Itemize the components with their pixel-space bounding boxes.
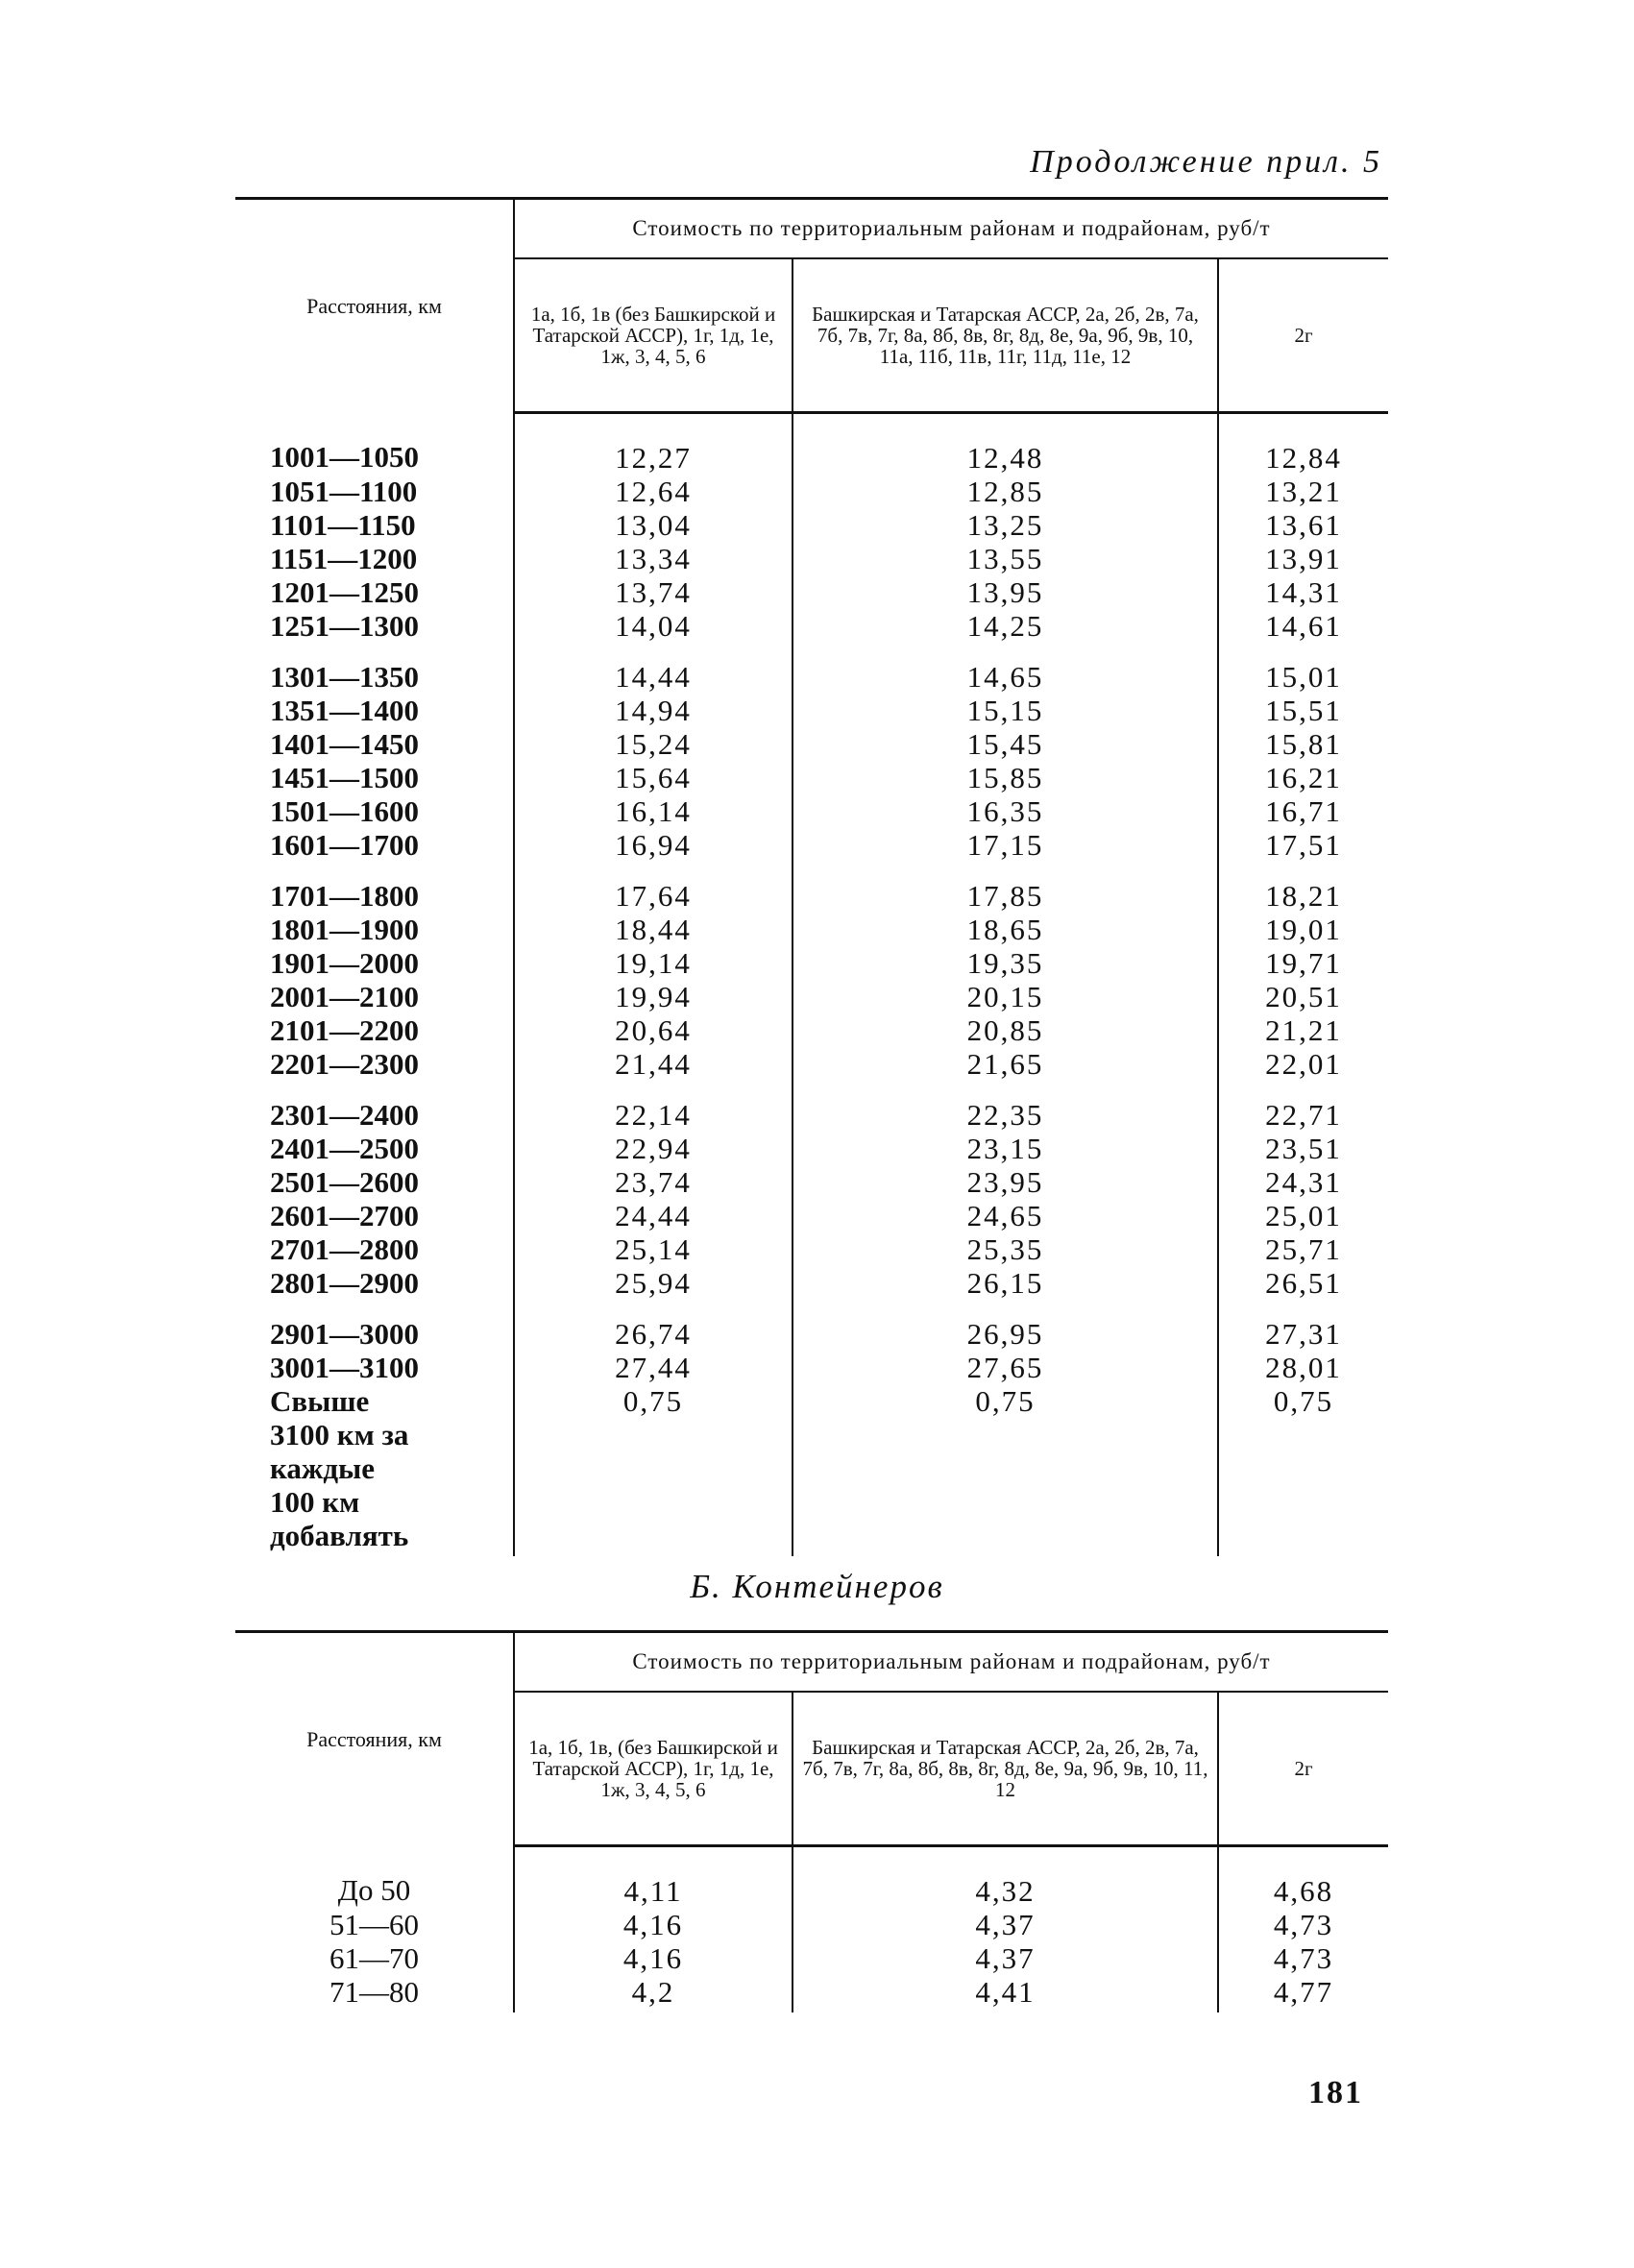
zone-1-cost: 19,14 (514, 946, 793, 980)
zone-1-cost: 15,24 (514, 727, 793, 761)
zone-1-cost: 4,2 (514, 1975, 793, 2012)
distance-cell: 2801—2900 (270, 1266, 419, 1300)
table-row (235, 980, 1388, 1013)
zone-1-cost: 23,74 (514, 1165, 793, 1199)
distance-cell: 1451—1500 (270, 761, 419, 794)
zone-2-cost: 15,85 (793, 761, 1218, 794)
zone-1-cost: 17,64 (514, 862, 793, 913)
zone-1-cost: 19,94 (514, 980, 793, 1013)
zone-1-cost: 21,44 (514, 1047, 793, 1081)
header-distance: Расстояния, км (235, 1632, 514, 1846)
zone-2-cost: 4,37 (793, 1941, 1218, 1975)
table-row (235, 1300, 1388, 1351)
table-row (235, 508, 1388, 542)
zone-3-cost: 14,31 (1218, 575, 1388, 609)
distance-cell: 1301—1350 (270, 660, 419, 694)
distance-cell: До 50 (337, 1873, 411, 1908)
zone-2-cost: 13,95 (793, 575, 1218, 609)
table-row (235, 1081, 1388, 1132)
distance-cell: 1051—1100 (270, 475, 418, 508)
table-row (235, 1266, 1388, 1300)
zone-1-cost: 14,04 (514, 609, 793, 643)
zone-1-cost: 4,16 (514, 1941, 793, 1975)
distance-cell: 2701—2800 (270, 1232, 419, 1266)
distance-cell: 1801—1900 (270, 913, 419, 946)
zone-1-cost: 27,44 (514, 1351, 793, 1384)
zone-2-cost: 12,85 (793, 475, 1218, 508)
zone-3-cost: 15,81 (1218, 727, 1388, 761)
zone-3-cost: 19,71 (1218, 946, 1388, 980)
zone-2-cost: 22,35 (793, 1081, 1218, 1132)
table-row (235, 1165, 1388, 1199)
table-body (235, 1846, 1388, 2013)
zone-3-cost: 15,51 (1218, 694, 1388, 727)
zone-1-cost: 14,94 (514, 694, 793, 727)
zone-1-cost: 16,14 (514, 794, 793, 828)
zone-3-cost: 15,01 (1218, 643, 1388, 694)
zone-2-cost: 14,25 (793, 609, 1218, 643)
zone-2-cost: 25,35 (793, 1232, 1218, 1266)
distance-cell: 1601—1700 (270, 828, 419, 862)
distance-cell: 2601—2700 (270, 1199, 419, 1232)
zone-1-cost: 4,11 (514, 1846, 793, 1909)
zone-3-cost: 21,21 (1218, 1013, 1388, 1047)
zone-2-cost: 0,75 (793, 1384, 1218, 1556)
distance-cell: 1151—1200 (270, 542, 418, 575)
table-body (235, 413, 1388, 1557)
zone-3-cost: 4,73 (1218, 1908, 1388, 1941)
table-row (235, 542, 1388, 575)
zone-3-cost: 16,71 (1218, 794, 1388, 828)
distance-cell: 1101—1150 (270, 508, 416, 542)
zone-1-cost: 13,34 (514, 542, 793, 575)
table-row (235, 1232, 1388, 1266)
table-row (235, 1941, 1388, 1975)
zone-1-cost: 16,94 (514, 828, 793, 862)
table-row (235, 913, 1388, 946)
zone-1-cost: 18,44 (514, 913, 793, 946)
distance-cell: 2201—2300 (270, 1047, 419, 1081)
table-row (235, 761, 1388, 794)
zone-3-cost: 22,71 (1218, 1081, 1388, 1132)
table-row (235, 727, 1388, 761)
table-row (235, 794, 1388, 828)
zone-1-cost: 12,64 (514, 475, 793, 508)
zone-1-cost: 15,64 (514, 761, 793, 794)
zone-1-cost: 12,27 (514, 413, 793, 476)
distance-cell: 1701—1800 (270, 879, 419, 913)
table-row (235, 1047, 1388, 1081)
zone-1-cost: 22,14 (514, 1081, 793, 1132)
header-cost-group: Стоимость по территориальным районам и подрайонам, руб/т (514, 199, 1388, 259)
zone-2-cost: 18,65 (793, 913, 1218, 946)
distance-cell: 61—70 (329, 1941, 419, 1975)
rates-table-wagons (235, 197, 1388, 1556)
zone-2-cost: 20,85 (793, 1013, 1218, 1047)
zone-3-cost: 12,84 (1218, 413, 1388, 476)
table-row (235, 1908, 1388, 1941)
zone-3-cost: 19,01 (1218, 913, 1388, 946)
distance-cell: 2001—2100 (270, 980, 419, 1013)
header-cost-group: Стоимость по территориальным районам и подрайонам, руб/т (514, 1632, 1388, 1693)
zone-1-cost: 26,74 (514, 1300, 793, 1351)
zone-2-cost: 23,15 (793, 1132, 1218, 1165)
table-row (235, 643, 1388, 694)
zone-1-cost: 22,94 (514, 1132, 793, 1165)
distance-cell: 2901—3000 (270, 1317, 419, 1351)
zone-2-cost: 14,65 (793, 643, 1218, 694)
distance-cell: 1251—1300 (270, 609, 419, 643)
page-number: 181 (1308, 2075, 1363, 2110)
table-row (235, 575, 1388, 609)
table-row (235, 1975, 1388, 2012)
continuation-label: Продолжение прил. 5 (1030, 144, 1382, 180)
distance-cell: 3001—3100 (270, 1351, 419, 1384)
table-row (235, 1132, 1388, 1165)
table-row (235, 1013, 1388, 1047)
header-zone-2: Башкирская и Татарская АССР, 2а, 2б, 2в, 7а, 7б, 7в, 7г, 8а, 8б, 8в, 8г, 8д, 8е, 9а, 9б, 9в, 10, 11а, 11б, 11в, 11г, 11д, 11е, 12 (793, 258, 1218, 413)
distance-cell: 1351—1400 (270, 694, 419, 727)
header-distance: Расстояния, км (235, 199, 514, 413)
zone-3-cost: 28,01 (1218, 1351, 1388, 1384)
zone-2-cost: 13,55 (793, 542, 1218, 575)
section-title-containers: Б. Контейнеров (690, 1568, 944, 1605)
table-row (235, 1384, 1388, 1556)
zone-2-cost: 12,48 (793, 413, 1218, 476)
zone-3-cost: 27,31 (1218, 1300, 1388, 1351)
zone-2-cost: 20,15 (793, 980, 1218, 1013)
distance-cell: 1501—1600 (270, 794, 419, 828)
zone-2-cost: 26,15 (793, 1266, 1218, 1300)
zone-2-cost: 4,41 (793, 1975, 1218, 2012)
distance-cell: 2101—2200 (270, 1013, 419, 1047)
header-zone-1: 1а, 1б, 1в, (без Башкирской и Татарской АССР), 1г, 1д, 1е, 1ж, 3, 4, 5, 6 (514, 1692, 793, 1846)
table-row (235, 862, 1388, 913)
zone-2-cost: 23,95 (793, 1165, 1218, 1199)
distance-cell: 1401—1450 (270, 727, 419, 761)
zone-2-cost: 17,85 (793, 862, 1218, 913)
zone-2-cost: 4,32 (793, 1846, 1218, 1909)
zone-1-cost: 13,74 (514, 575, 793, 609)
distance-cell: 1001—1050 (270, 440, 419, 475)
distance-cell: 51—60 (329, 1908, 419, 1941)
zone-2-cost: 24,65 (793, 1199, 1218, 1232)
zone-2-cost: 17,15 (793, 828, 1218, 862)
table-row (235, 1199, 1388, 1232)
zone-3-cost: 25,71 (1218, 1232, 1388, 1266)
zone-2-cost: 16,35 (793, 794, 1218, 828)
zone-2-cost: 21,65 (793, 1047, 1218, 1081)
zone-1-cost: 14,44 (514, 643, 793, 694)
zone-3-cost: 14,61 (1218, 609, 1388, 643)
distance-cell: 2401—2500 (270, 1132, 419, 1165)
zone-1-cost: 24,44 (514, 1199, 793, 1232)
zone-2-cost: 13,25 (793, 508, 1218, 542)
zone-3-cost: 24,31 (1218, 1165, 1388, 1199)
zone-1-cost: 25,14 (514, 1232, 793, 1266)
zone-3-cost: 4,73 (1218, 1941, 1388, 1975)
header-zone-3: 2г (1218, 258, 1388, 413)
distance-cell: 1201—1250 (270, 575, 419, 609)
zone-3-cost: 25,01 (1218, 1199, 1388, 1232)
zone-3-cost: 22,01 (1218, 1047, 1388, 1081)
distance-cell: 2301—2400 (270, 1098, 419, 1132)
zone-3-cost: 13,21 (1218, 475, 1388, 508)
zone-3-cost: 26,51 (1218, 1266, 1388, 1300)
zone-1-cost: 0,75 (514, 1384, 793, 1556)
table-row (235, 475, 1388, 508)
zone-2-cost: 26,95 (793, 1300, 1218, 1351)
header-zone-3: 2г (1218, 1692, 1388, 1846)
table-row (235, 828, 1388, 862)
zone-3-cost: 13,61 (1218, 508, 1388, 542)
header-zone-1: 1а, 1б, 1в (без Башкирской и Татарской АССР), 1г, 1д, 1е, 1ж, 3, 4, 5, 6 (514, 258, 793, 413)
distance-cell: Свыше 3100 км за каждые 100 км добавлять (270, 1384, 409, 1552)
zone-2-cost: 15,45 (793, 727, 1218, 761)
table-row (235, 1351, 1388, 1384)
distance-cell: 2501—2600 (270, 1165, 419, 1199)
distance-cell: 71—80 (329, 1975, 419, 2009)
zone-1-cost: 20,64 (514, 1013, 793, 1047)
zone-2-cost: 19,35 (793, 946, 1218, 980)
table-row (235, 413, 1388, 476)
zone-2-cost: 27,65 (793, 1351, 1218, 1384)
table-row (235, 946, 1388, 980)
table-row (235, 609, 1388, 643)
distance-cell: 1901—2000 (270, 946, 419, 980)
table-row (235, 694, 1388, 727)
header-zone-2: Башкирская и Татарская АССР, 2а, 2б, 2в, 7а, 7б, 7в, 7г, 8а, 8б, 8в, 8г, 8д, 8е, 9а, 9б, 9в, 10, 11, 12 (793, 1692, 1218, 1846)
zone-3-cost: 23,51 (1218, 1132, 1388, 1165)
zone-3-cost: 16,21 (1218, 761, 1388, 794)
zone-3-cost: 4,77 (1218, 1975, 1388, 2012)
zone-2-cost: 4,37 (793, 1908, 1218, 1941)
zone-1-cost: 13,04 (514, 508, 793, 542)
zone-3-cost: 0,75 (1218, 1384, 1388, 1556)
rates-table-containers (235, 1630, 1388, 2012)
zone-3-cost: 4,68 (1218, 1846, 1388, 1909)
zone-1-cost: 4,16 (514, 1908, 793, 1941)
zone-3-cost: 13,91 (1218, 542, 1388, 575)
zone-1-cost: 25,94 (514, 1266, 793, 1300)
zone-3-cost: 17,51 (1218, 828, 1388, 862)
zone-3-cost: 20,51 (1218, 980, 1388, 1013)
table-row (235, 1846, 1388, 1909)
zone-2-cost: 15,15 (793, 694, 1218, 727)
zone-3-cost: 18,21 (1218, 862, 1388, 913)
